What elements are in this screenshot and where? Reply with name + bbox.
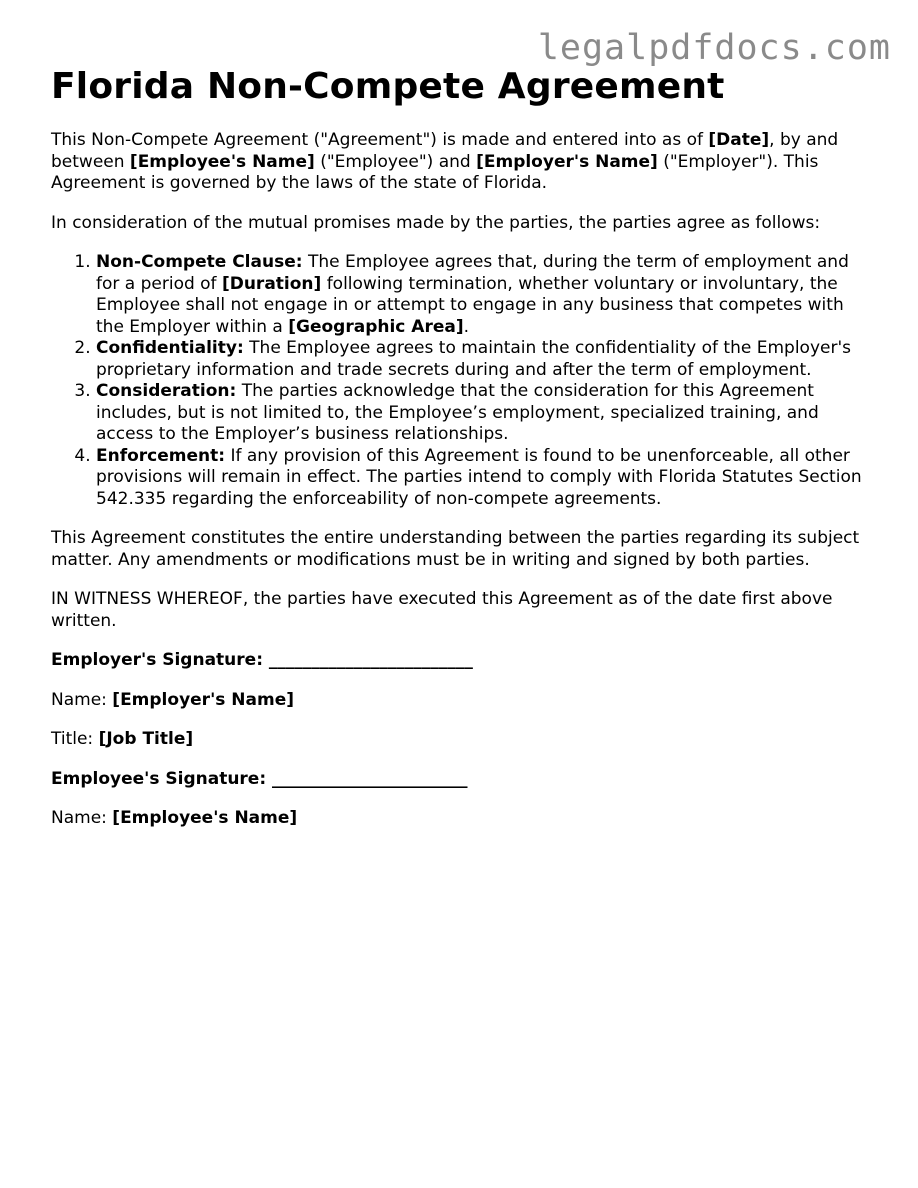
title-value: [Job Title]: [98, 729, 194, 749]
employer-name-value: [Employer's Name]: [112, 689, 295, 710]
clause-confidentiality: [96, 338, 871, 381]
employee-name-placeholder: [Employee's Name]: [129, 151, 315, 172]
consideration-paragraph: In consideration of the mutual promises made by the parties, the parties agree as follows:: [51, 212, 821, 233]
clause-text: The Employee agrees that, during the term of employment and for a period of: [96, 252, 849, 294]
clause-heading: Confidentiality:: [96, 338, 244, 358]
geographic-area-placeholder: [Geographic Area]: [288, 316, 464, 337]
clause-text: following termination, whether voluntary or involuntary, the Employee shall not engage in or attempt to engage in any business that competes with the Employer within a: [96, 273, 844, 337]
employee-name-label: Name:: [51, 808, 113, 828]
clause-non-compete: [96, 252, 871, 338]
employee-name-line: [51, 808, 871, 830]
employer-name-label: Name:: [51, 689, 113, 710]
intro-paragraph: [51, 130, 871, 195]
employer-signature-label: Employer's Signature: ________________________: [51, 650, 473, 670]
employer-name-placeholder: [Employer's Name]: [476, 151, 658, 172]
witness-paragraph: IN WITNESS WHEREOF, the parties have executed this Agreement as of the date first above written.: [51, 589, 833, 631]
clause-list: [51, 252, 871, 510]
intro-text-1: This Non-Compete Agreement ("Agreement") is made and entered into as of: [51, 130, 709, 150]
document-title: Florida Non-Compete Agreement: [51, 66, 725, 107]
clause-heading: Non-Compete Clause:: [96, 252, 303, 272]
intro-text-4: ("Employer"). This Agreement is governed by the laws of the state of Florida.: [51, 151, 819, 193]
employer-name-line: [51, 690, 871, 712]
date-placeholder: [Date]: [708, 130, 770, 150]
clause-text: If any provision of this Agreement is found to be unenforceable, all other provisions will remain in effect. The parties intend to comply with Florida Statutes Section 542.335 regarding the enforceability of non-compete agreements.: [96, 445, 862, 509]
clause-consideration: [96, 381, 871, 446]
clause-text: The Employee agrees to maintain the confidentiality of the Employer's proprietary information and trade secrets during and after the term of employment.: [96, 338, 851, 380]
title-line: [51, 729, 871, 751]
title-label: Title:: [51, 729, 99, 749]
watermark: legalpdfdocs.com: [537, 28, 891, 68]
employer-signature-line: [51, 650, 871, 672]
clause-heading: Enforcement:: [96, 445, 226, 466]
employee-signature-label: Employee's Signature: _______________________: [51, 768, 468, 789]
intro-text-3: ("Employee") and: [314, 151, 477, 172]
employee-name-value: [Employee's Name]: [112, 808, 298, 828]
clause-text: The parties acknowledge that the consideration for this Agreement includes, but is not limited to, the Employee’s employment, specialized training, and access to the Employer’s business relationships.: [96, 381, 819, 444]
entire-agreement-paragraph: This Agreement constitutes the entire understanding between the parties regarding its subject matter. Any amendments or modifications must be in writing and signed by both parties.: [51, 528, 860, 570]
intro-text-2: , by and between: [51, 130, 839, 172]
document-body: [51, 64, 871, 830]
clause-text: .: [463, 316, 470, 337]
duration-placeholder: [Duration]: [221, 273, 322, 294]
clause-enforcement: [96, 446, 871, 511]
clause-heading: Consideration:: [96, 381, 237, 401]
employee-signature-line: [51, 769, 871, 791]
